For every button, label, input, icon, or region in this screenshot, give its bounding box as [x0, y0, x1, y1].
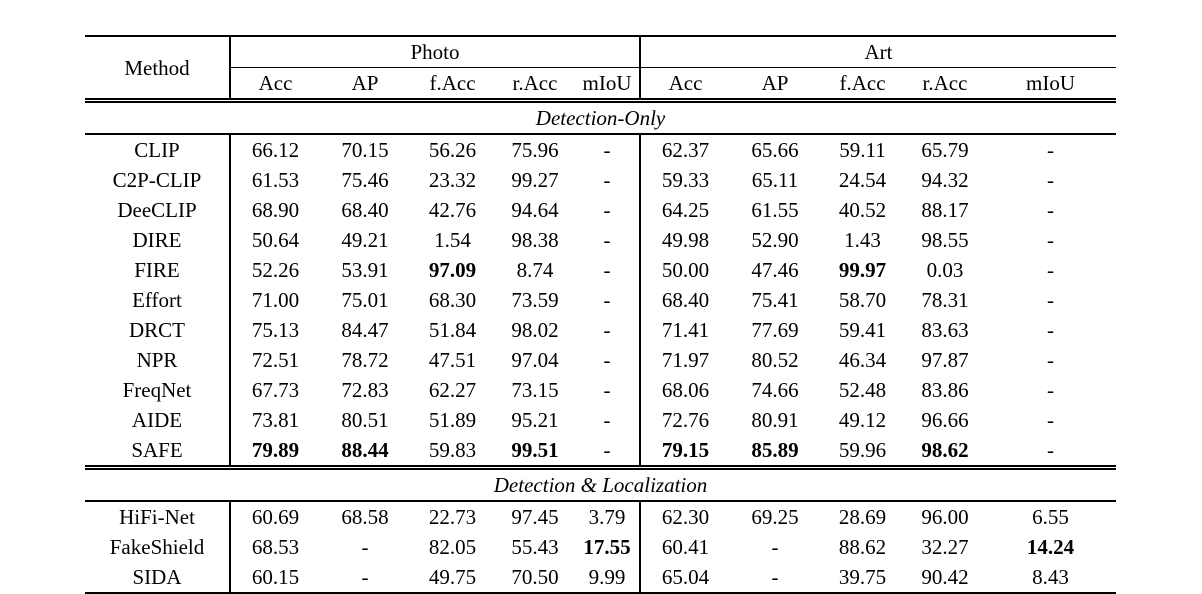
- column-header-photo-racc: r.Acc: [512, 71, 558, 95]
- metric-value-cell: -: [603, 228, 611, 252]
- column-header-photo-ap: AP: [351, 71, 379, 95]
- metric-value-cell: 62.30: [640, 501, 730, 532]
- metric-value-cell: -: [1047, 138, 1054, 162]
- metric-value-cell: 95.21: [511, 408, 559, 432]
- metric-value-cell: 56.26: [428, 138, 477, 162]
- metric-value-cell: -: [730, 562, 820, 593]
- metric-value-cell: -: [1047, 348, 1054, 372]
- column-header-art-facc: f.Acc: [839, 71, 886, 95]
- metric-value-cell: 66.12: [230, 134, 320, 165]
- metric-value-cell: 32.27: [921, 535, 969, 559]
- method-cell: DRCT: [128, 318, 185, 342]
- table-row: [85, 315, 1116, 345]
- table-row: [85, 134, 1116, 165]
- metric-value-cell: 98.62: [921, 438, 969, 462]
- metric-value-cell: 94.64: [511, 198, 559, 222]
- metric-value-cell: 97.09: [428, 258, 477, 282]
- metric-value-cell: 90.42: [905, 562, 985, 593]
- metric-value-cell: 83.86: [921, 378, 969, 402]
- metric-value-cell: 68.30: [428, 288, 477, 312]
- metric-value-cell: 83.63: [921, 318, 969, 342]
- metric-value-cell: -: [1047, 168, 1054, 192]
- table-row: [85, 165, 1116, 195]
- table-row: [85, 501, 1116, 532]
- table-row: [85, 345, 1116, 375]
- metric-value-cell: 72.51: [230, 345, 320, 375]
- metric-value-cell: 77.69: [751, 318, 799, 342]
- metric-value-cell: -: [1047, 438, 1054, 462]
- metric-value-cell: 59.41: [838, 318, 887, 342]
- metric-value-cell: 78.72: [341, 348, 389, 372]
- method-cell: NPR: [136, 348, 178, 372]
- method-cell: FreqNet: [122, 378, 192, 402]
- metric-value-cell: -: [1047, 408, 1054, 432]
- metric-value-cell: 88.17: [921, 198, 969, 222]
- table-row: [85, 195, 1116, 225]
- table-row: [85, 435, 1116, 468]
- section-title: Detection-Only: [85, 101, 1116, 135]
- metric-value-cell: 88.62: [838, 535, 887, 559]
- metric-value-cell: 49.75: [410, 562, 495, 593]
- metric-value-cell: 73.59: [511, 288, 559, 312]
- table-row: [85, 255, 1116, 285]
- metric-value-cell: 84.47: [341, 318, 389, 342]
- method-cell: CLIP: [134, 138, 180, 162]
- metric-value-cell: 42.76: [428, 198, 477, 222]
- metric-value-cell: 94.32: [921, 168, 969, 192]
- metric-value-cell: 68.53: [230, 532, 320, 562]
- method-cell: FIRE: [134, 258, 180, 282]
- metric-value-cell: -: [361, 535, 369, 559]
- metric-value-cell: 73.81: [230, 405, 320, 435]
- metric-value-cell: 79.89: [230, 435, 320, 468]
- metric-value-cell: 52.48: [838, 378, 887, 402]
- method-cell: AIDE: [131, 408, 183, 432]
- metric-value-cell: 71.97: [640, 345, 730, 375]
- metric-value-cell: -: [603, 408, 611, 432]
- metric-value-cell: 3.79: [588, 505, 626, 529]
- metric-value-cell: -: [603, 378, 611, 402]
- method-cell: C2P-CLIP: [112, 168, 202, 192]
- method-cell: DIRE: [132, 228, 182, 252]
- metric-value-cell: 79.15: [640, 435, 730, 468]
- metric-value-cell: 14.24: [1026, 535, 1075, 559]
- metric-value-cell: -: [1047, 288, 1054, 312]
- metric-value-cell: 68.58: [341, 505, 389, 529]
- metric-value-cell: -: [1047, 228, 1054, 252]
- metric-value-cell: 88.44: [341, 438, 389, 462]
- metric-value-cell: 80.52: [751, 348, 799, 372]
- metric-value-cell: 97.04: [511, 348, 559, 372]
- metric-value-cell: 49.12: [838, 408, 887, 432]
- metric-value-cell: 68.06: [640, 375, 730, 405]
- metric-value-cell: 51.89: [428, 408, 477, 432]
- metric-value-cell: 47.46: [751, 258, 799, 282]
- metric-value-cell: 80.51: [341, 408, 389, 432]
- metric-value-cell: -: [603, 258, 611, 282]
- metric-value-cell: 80.91: [751, 408, 799, 432]
- method-cell: HiFi-Net: [119, 505, 195, 529]
- metric-value-cell: 52.26: [230, 255, 320, 285]
- metric-value-cell: 59.33: [640, 165, 730, 195]
- method-column-header: Method: [85, 36, 230, 101]
- column-header-art-acc: Acc: [640, 68, 730, 101]
- metric-value-cell: 68.90: [230, 195, 320, 225]
- metric-value-cell: 60.41: [640, 532, 730, 562]
- metric-value-cell: 1.54: [434, 228, 471, 252]
- metric-value-cell: -: [771, 535, 779, 559]
- metric-value-cell: 39.75: [820, 562, 905, 593]
- section-row: [85, 468, 1116, 502]
- metric-value-cell: 59.83: [428, 438, 477, 462]
- group-header-art: Art: [640, 36, 1116, 68]
- metric-value-cell: 28.69: [838, 505, 887, 529]
- metric-value-cell: -: [603, 438, 611, 462]
- metric-value-cell: 52.90: [751, 228, 799, 252]
- method-cell: DeeCLIP: [117, 198, 197, 222]
- metric-value-cell: 61.53: [230, 165, 320, 195]
- metric-value-cell: 74.66: [751, 378, 799, 402]
- metric-value-cell: 68.40: [640, 285, 730, 315]
- metric-value-cell: -: [603, 168, 611, 192]
- method-cell: SIDA: [85, 562, 230, 593]
- results-table: [85, 35, 1116, 594]
- metric-value-cell: 72.83: [341, 378, 389, 402]
- metric-value-cell: 96.66: [921, 408, 969, 432]
- table-row: [85, 532, 1116, 562]
- metric-value-cell: 75.41: [751, 288, 799, 312]
- metric-value-cell: 50.00: [640, 255, 730, 285]
- metric-value-cell: 17.55: [583, 535, 631, 559]
- metric-value-cell: 65.66: [751, 138, 799, 162]
- metric-value-cell: 62.27: [428, 378, 477, 402]
- metric-value-cell: 96.00: [921, 505, 969, 529]
- metric-value-cell: 53.91: [341, 258, 389, 282]
- metric-header-row: [85, 68, 1116, 101]
- metric-value-cell: 73.15: [511, 378, 559, 402]
- metric-value-cell: -: [603, 318, 611, 342]
- table-row: [85, 405, 1116, 435]
- table-row: [85, 375, 1116, 405]
- metric-value-cell: 65.11: [751, 168, 799, 192]
- metric-value-cell: 70.15: [341, 138, 389, 162]
- metric-value-cell: 62.37: [640, 134, 730, 165]
- metric-value-cell: -: [1047, 198, 1054, 222]
- metric-value-cell: 61.55: [751, 198, 799, 222]
- metric-value-cell: 0.03: [926, 258, 964, 282]
- metric-value-cell: 70.50: [495, 562, 575, 593]
- metric-value-cell: 24.54: [838, 168, 887, 192]
- metric-value-cell: 75.96: [511, 138, 559, 162]
- metric-value-cell: -: [320, 562, 410, 593]
- metric-value-cell: 22.73: [428, 505, 477, 529]
- method-cell: SAFE: [131, 438, 183, 462]
- metric-value-cell: 97.87: [921, 348, 969, 372]
- column-header-photo-facc: f.Acc: [429, 71, 476, 95]
- metric-value-cell: 69.25: [751, 505, 799, 529]
- metric-value-cell: 59.96: [838, 438, 887, 462]
- metric-value-cell: 1.43: [844, 228, 881, 252]
- column-header-photo-acc: Acc: [230, 68, 320, 101]
- metric-value-cell: -: [1047, 318, 1054, 342]
- section-row: [85, 101, 1116, 135]
- metric-value-cell: 46.34: [838, 348, 887, 372]
- metric-value-cell: 8.43: [985, 562, 1116, 593]
- table-row: [85, 562, 1116, 593]
- section-title: Detection & Localization: [85, 468, 1116, 502]
- metric-value-cell: 49.21: [341, 228, 389, 252]
- metric-value-cell: 71.00: [230, 285, 320, 315]
- method-cell: FakeShield: [109, 535, 205, 559]
- metric-value-cell: 71.41: [640, 315, 730, 345]
- table-row: [85, 225, 1116, 255]
- metric-value-cell: -: [603, 138, 611, 162]
- metric-value-cell: -: [1047, 378, 1054, 402]
- metric-value-cell: 67.73: [230, 375, 320, 405]
- metric-value-cell: 68.40: [341, 198, 389, 222]
- column-header-art-ap: AP: [761, 71, 789, 95]
- metric-value-cell: 51.84: [428, 318, 477, 342]
- metric-value-cell: 55.43: [511, 535, 559, 559]
- metric-value-cell: 99.27: [511, 168, 559, 192]
- method-cell: Effort: [132, 288, 182, 312]
- metric-value-cell: 6.55: [1032, 505, 1069, 529]
- column-header-art-miou: mIoU: [1026, 71, 1075, 95]
- group-header-row: [85, 36, 1116, 68]
- metric-value-cell: 72.76: [640, 405, 730, 435]
- metric-value-cell: 23.32: [428, 168, 477, 192]
- metric-value-cell: 65.79: [921, 138, 969, 162]
- table-row: [85, 285, 1116, 315]
- metric-value-cell: -: [603, 348, 611, 372]
- metric-value-cell: 60.15: [230, 562, 320, 593]
- metric-value-cell: 60.69: [230, 501, 320, 532]
- group-header-photo: Photo: [230, 36, 640, 68]
- metric-value-cell: 97.45: [511, 505, 559, 529]
- metric-value-cell: 85.89: [751, 438, 799, 462]
- metric-value-cell: 58.70: [838, 288, 887, 312]
- metric-value-cell: 49.98: [640, 225, 730, 255]
- metric-value-cell: 78.31: [921, 288, 969, 312]
- metric-value-cell: 9.99: [575, 562, 640, 593]
- column-header-art-racc: r.Acc: [922, 71, 968, 95]
- metric-value-cell: 64.25: [640, 195, 730, 225]
- metric-value-cell: 98.02: [511, 318, 559, 342]
- metric-value-cell: 40.52: [838, 198, 887, 222]
- metric-value-cell: 98.55: [921, 228, 969, 252]
- metric-value-cell: 99.97: [838, 258, 887, 282]
- metric-value-cell: 50.64: [230, 225, 320, 255]
- metric-value-cell: 65.04: [640, 562, 730, 593]
- metric-value-cell: -: [1047, 258, 1054, 282]
- metric-value-cell: 75.01: [341, 288, 389, 312]
- metric-value-cell: -: [603, 198, 611, 222]
- metric-value-cell: 82.05: [428, 535, 477, 559]
- metric-value-cell: 99.51: [511, 438, 559, 462]
- metric-value-cell: 75.46: [341, 168, 389, 192]
- metric-value-cell: -: [603, 288, 611, 312]
- column-header-photo-miou: mIoU: [582, 71, 632, 95]
- metric-value-cell: 47.51: [428, 348, 477, 372]
- metric-value-cell: 75.13: [230, 315, 320, 345]
- metric-value-cell: 98.38: [511, 228, 559, 252]
- metric-value-cell: 59.11: [839, 138, 886, 162]
- metric-value-cell: 8.74: [516, 258, 554, 282]
